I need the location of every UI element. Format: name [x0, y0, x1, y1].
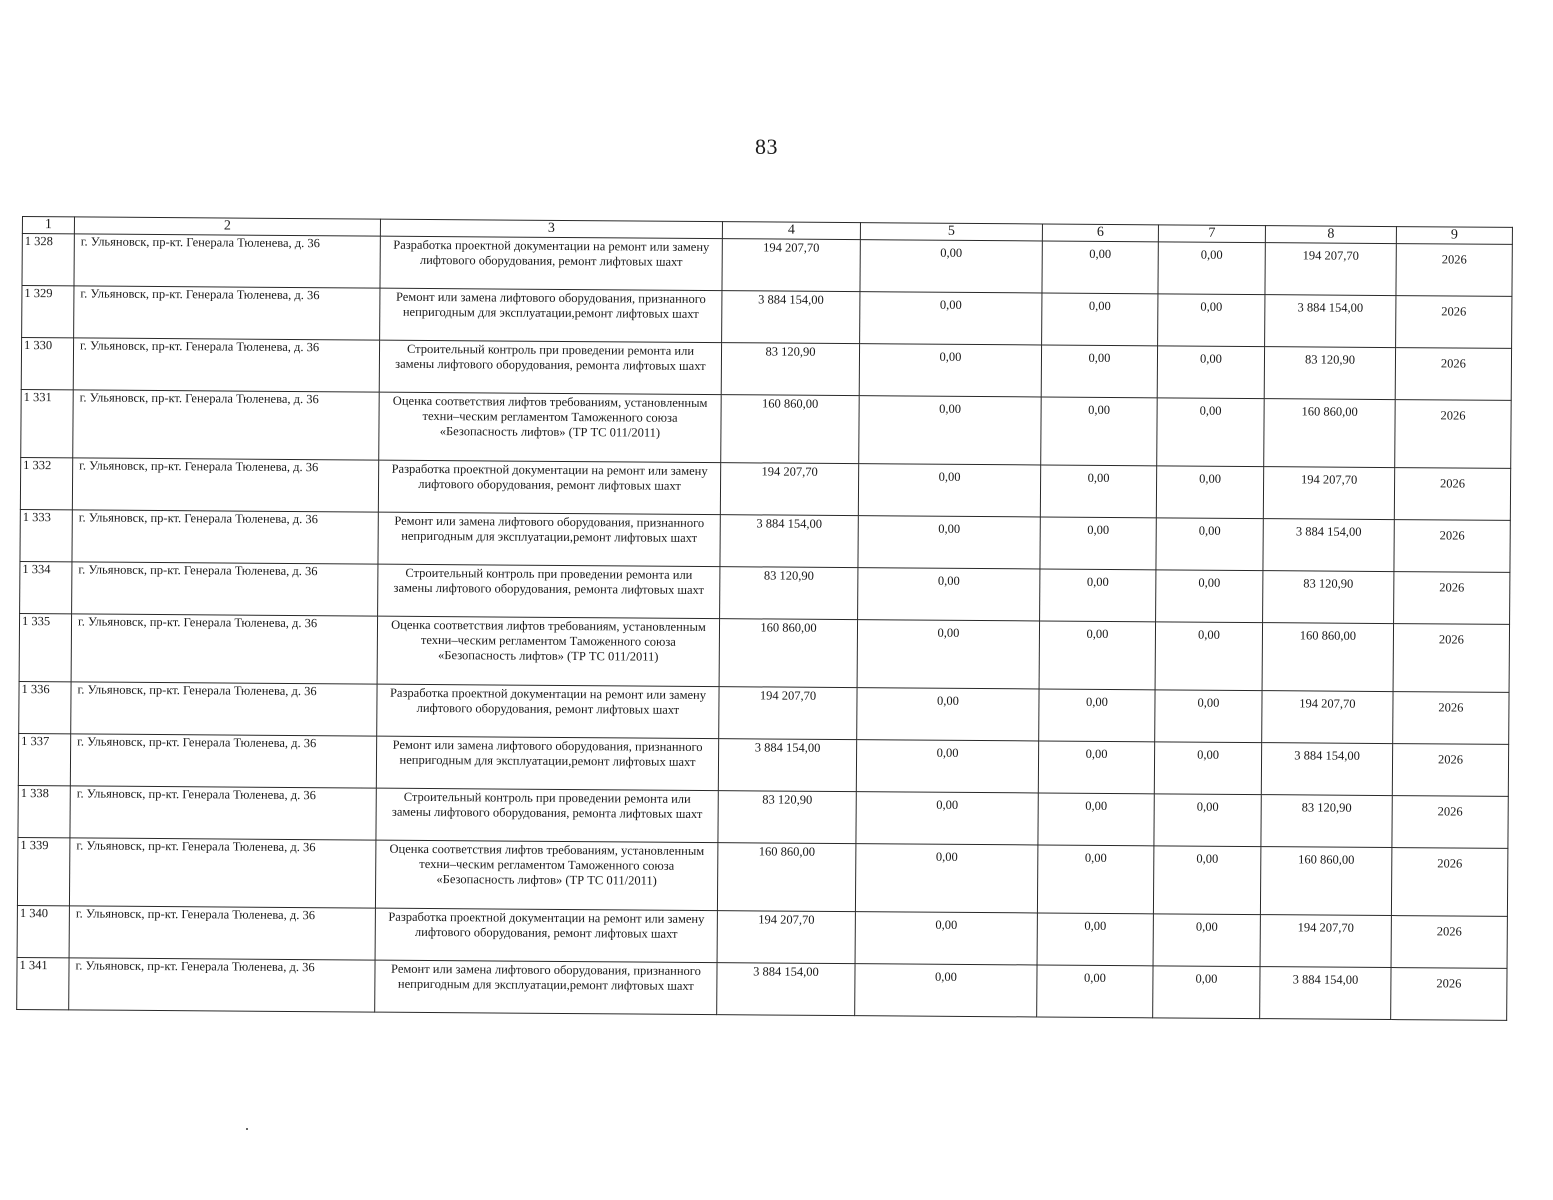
col7-cell: 0,00 — [1158, 294, 1265, 347]
col8-cell: 3 884 154,00 — [1263, 519, 1394, 572]
work-type-cell: Разработка проектной документации на ремонт или замену лифтового оборудования, ремонт лифтовых шахт — [378, 460, 720, 515]
address-cell: г. Ульяновск, пр-кт. Генерала Тюленева, д. 36 — [71, 614, 377, 684]
year-cell: 2026 — [1393, 692, 1509, 745]
scan-speck — [246, 1128, 248, 1130]
col8-cell: 194 207,70 — [1262, 691, 1393, 744]
year-cell: 2026 — [1392, 744, 1508, 797]
row-number: 1 330 — [21, 338, 73, 390]
total-cost-cell: 83 120,90 — [720, 567, 858, 620]
col6-cell: 0,00 — [1037, 845, 1153, 914]
col6-cell: 0,00 — [1041, 345, 1157, 398]
col7-cell: 0,00 — [1153, 966, 1260, 1019]
col7-cell: 0,00 — [1153, 914, 1260, 967]
registry-table — [16, 216, 1513, 1021]
col6-cell: 0,00 — [1040, 465, 1156, 518]
col5-cell: 0,00 — [857, 688, 1039, 741]
column-header-1: 1 — [22, 217, 74, 234]
col5-cell: 0,00 — [856, 740, 1038, 793]
column-header-3: 3 — [380, 219, 722, 239]
total-cost-cell: 194 207,70 — [719, 687, 857, 740]
row-number: 1 332 — [20, 457, 72, 509]
row-number: 1 333 — [20, 509, 72, 561]
work-type-cell: Оценка соответствия лифтов требованиям, установленным техни–ческим регламентом Таможенного союза «Безопасность лифтов» (ТР ТС 011/2011) — [377, 616, 719, 687]
col5-cell: 0,00 — [858, 568, 1040, 621]
row-number: 1 338 — [18, 785, 70, 837]
col7-cell: 0,00 — [1157, 398, 1264, 467]
year-cell: 2026 — [1395, 400, 1511, 469]
row-number: 1 328 — [22, 234, 74, 286]
table-row — [17, 957, 1507, 1020]
work-type-cell: Строительный контроль при проведении ремонта или замены лифтового оборудования, ремонта лифтовых шахт — [378, 564, 720, 619]
col8-cell: 3 884 154,00 — [1261, 743, 1392, 796]
table-body — [17, 234, 1513, 1021]
row-number: 1 340 — [17, 905, 69, 957]
col6-cell: 0,00 — [1040, 517, 1156, 570]
column-header-5: 5 — [860, 223, 1042, 241]
col8-cell: 3 884 154,00 — [1260, 967, 1391, 1020]
col6-cell: 0,00 — [1037, 913, 1153, 966]
table-row — [19, 613, 1509, 692]
year-cell: 2026 — [1396, 244, 1512, 297]
address-cell: г. Ульяновск, пр-кт. Генерала Тюленева, д. 36 — [73, 338, 379, 392]
col7-cell: 0,00 — [1155, 622, 1262, 691]
work-type-cell: Строительный контроль при проведении ремонта или замены лифтового оборудования, ремонта лифтовых шахт — [376, 788, 718, 843]
col7-cell: 0,00 — [1154, 742, 1261, 795]
total-cost-cell: 83 120,90 — [721, 343, 859, 396]
column-header-8: 8 — [1265, 226, 1396, 244]
col6-cell: 0,00 — [1039, 689, 1155, 742]
column-header-7: 7 — [1158, 225, 1265, 243]
row-number: 1 331 — [21, 389, 73, 457]
col5-cell: 0,00 — [855, 912, 1037, 965]
col5-cell: 0,00 — [858, 464, 1040, 517]
address-cell: г. Ульяновск, пр-кт. Генерала Тюленева, д. 36 — [69, 958, 375, 1012]
col7-cell: 0,00 — [1157, 346, 1264, 399]
col7-cell: 0,00 — [1154, 794, 1261, 847]
address-cell: г. Ульяновск, пр-кт. Генерала Тюленева, д. 36 — [71, 682, 377, 736]
total-cost-cell: 3 884 154,00 — [717, 963, 855, 1016]
col7-cell: 0,00 — [1158, 242, 1265, 295]
col5-cell: 0,00 — [856, 792, 1038, 845]
col8-cell: 83 120,90 — [1263, 571, 1394, 624]
col7-cell: 0,00 — [1156, 570, 1263, 623]
col5-cell: 0,00 — [857, 620, 1039, 689]
address-cell: г. Ульяновск, пр-кт. Генерала Тюленева, д. 36 — [70, 786, 376, 840]
col7-cell: 0,00 — [1153, 846, 1260, 915]
row-number: 1 341 — [17, 957, 69, 1009]
col8-cell: 160 860,00 — [1260, 847, 1391, 916]
table-row — [21, 389, 1511, 468]
year-cell: 2026 — [1391, 916, 1507, 969]
address-cell: г. Ульяновск, пр-кт. Генерала Тюленева, д. 36 — [69, 906, 375, 960]
work-type-cell: Строительный контроль при проведении ремонта или замены лифтового оборудования, ремонта лифтовых шахт — [379, 340, 721, 395]
col8-cell: 3 884 154,00 — [1265, 295, 1396, 348]
col8-cell: 194 207,70 — [1263, 467, 1394, 520]
year-cell: 2026 — [1391, 968, 1507, 1021]
total-cost-cell: 194 207,70 — [722, 239, 860, 292]
year-cell: 2026 — [1396, 296, 1512, 349]
row-number: 1 334 — [20, 561, 72, 613]
col6-cell: 0,00 — [1037, 965, 1153, 1018]
total-cost-cell: 160 860,00 — [717, 843, 855, 912]
col8-cell: 160 860,00 — [1264, 399, 1395, 468]
col5-cell: 0,00 — [859, 396, 1041, 465]
page-number: 83 — [755, 134, 778, 159]
address-cell: г. Ульяновск, пр-кт. Генерала Тюленева, д. 36 — [72, 562, 378, 616]
col5-cell: 0,00 — [860, 240, 1042, 293]
col5-cell: 0,00 — [855, 964, 1037, 1017]
col7-cell: 0,00 — [1155, 690, 1262, 743]
col5-cell: 0,00 — [859, 344, 1041, 397]
address-cell: г. Ульяновск, пр-кт. Генерала Тюленева, д. 36 — [72, 510, 378, 564]
work-type-cell: Оценка соответствия лифтов требованиям, установленным техни–ческим регламентом Таможенного союза «Безопасность лифтов» (ТР ТС 011/2011) — [379, 392, 721, 463]
col5-cell: 0,00 — [858, 516, 1040, 569]
year-cell: 2026 — [1394, 520, 1510, 573]
col8-cell: 83 120,90 — [1264, 347, 1395, 400]
year-cell: 2026 — [1394, 572, 1510, 625]
address-cell: г. Ульяновск, пр-кт. Генерала Тюленева, д. 36 — [72, 458, 378, 512]
col6-cell: 0,00 — [1040, 569, 1156, 622]
work-type-cell: Ремонт или замена лифтового оборудования, признанного непригодным для эксплуатации,ремонт лифтовых шахт — [380, 288, 722, 343]
column-header-2: 2 — [74, 217, 380, 236]
row-number: 1 339 — [17, 837, 69, 905]
work-type-cell: Разработка проектной документации на ремонт или замену лифтового оборудования, ремонт лифтовых шахт — [375, 908, 717, 963]
work-type-cell: Оценка соответствия лифтов требованиям, установленным техни–ческим регламентом Таможенного союза «Безопасность лифтов» (ТР ТС 011/2011) — [375, 840, 717, 911]
column-header-9: 9 — [1396, 227, 1512, 245]
table-row — [17, 837, 1507, 916]
address-cell: г. Ульяновск, пр-кт. Генерала Тюленева, д. 36 — [69, 838, 375, 908]
col6-cell: 0,00 — [1038, 793, 1154, 846]
col8-cell: 194 207,70 — [1265, 243, 1396, 296]
col8-cell: 194 207,70 — [1260, 915, 1391, 968]
col6-cell: 0,00 — [1042, 241, 1158, 294]
row-number: 1 335 — [19, 613, 71, 681]
col7-cell: 0,00 — [1156, 466, 1263, 519]
registry-table-wrapper — [16, 216, 1512, 1021]
total-cost-cell: 3 884 154,00 — [722, 291, 860, 344]
year-cell: 2026 — [1395, 348, 1511, 401]
total-cost-cell: 160 860,00 — [719, 619, 857, 688]
total-cost-cell: 3 884 154,00 — [720, 515, 858, 568]
address-cell: г. Ульяновск, пр-кт. Генерала Тюленева, д. 36 — [74, 234, 380, 288]
total-cost-cell: 194 207,70 — [717, 911, 855, 964]
total-cost-cell: 83 120,90 — [718, 791, 856, 844]
work-type-cell: Ремонт или замена лифтового оборудования, признанного непригодным для эксплуатации,ремонт лифтовых шахт — [378, 512, 720, 567]
row-number: 1 337 — [18, 733, 70, 785]
address-cell: г. Ульяновск, пр-кт. Генерала Тюленева, д. 36 — [70, 734, 376, 788]
col8-cell: 83 120,90 — [1261, 795, 1392, 848]
col5-cell: 0,00 — [855, 844, 1037, 913]
year-cell: 2026 — [1394, 468, 1510, 521]
column-header-4: 4 — [722, 222, 860, 240]
work-type-cell: Разработка проектной документации на ремонт или замену лифтового оборудования, ремонт лифтовых шахт — [380, 236, 722, 291]
work-type-cell: Разработка проектной документации на ремонт или замену лифтового оборудования, ремонт лифтовых шахт — [377, 684, 719, 739]
work-type-cell: Ремонт или замена лифтового оборудования, признанного непригодным для эксплуатации,ремонт лифтовых шахт — [375, 960, 717, 1015]
col6-cell: 0,00 — [1042, 293, 1158, 346]
total-cost-cell: 3 884 154,00 — [718, 739, 856, 792]
work-type-cell: Ремонт или замена лифтового оборудования, признанного непригодным для эксплуатации,ремонт лифтовых шахт — [376, 736, 718, 791]
col5-cell: 0,00 — [860, 292, 1042, 345]
col6-cell: 0,00 — [1039, 621, 1155, 690]
col6-cell: 0,00 — [1038, 741, 1154, 794]
total-cost-cell: 160 860,00 — [721, 395, 859, 464]
col7-cell: 0,00 — [1156, 518, 1263, 571]
row-number: 1 329 — [22, 286, 74, 338]
col8-cell: 160 860,00 — [1262, 623, 1393, 692]
col6-cell: 0,00 — [1041, 397, 1157, 466]
address-cell: г. Ульяновск, пр-кт. Генерала Тюленева, д. 36 — [73, 390, 379, 460]
row-number: 1 336 — [19, 681, 71, 733]
total-cost-cell: 194 207,70 — [720, 463, 858, 516]
year-cell: 2026 — [1392, 796, 1508, 849]
year-cell: 2026 — [1393, 624, 1509, 693]
year-cell: 2026 — [1391, 848, 1507, 917]
address-cell: г. Ульяновск, пр-кт. Генерала Тюленева, д. 36 — [74, 286, 380, 340]
column-header-6: 6 — [1042, 224, 1158, 242]
